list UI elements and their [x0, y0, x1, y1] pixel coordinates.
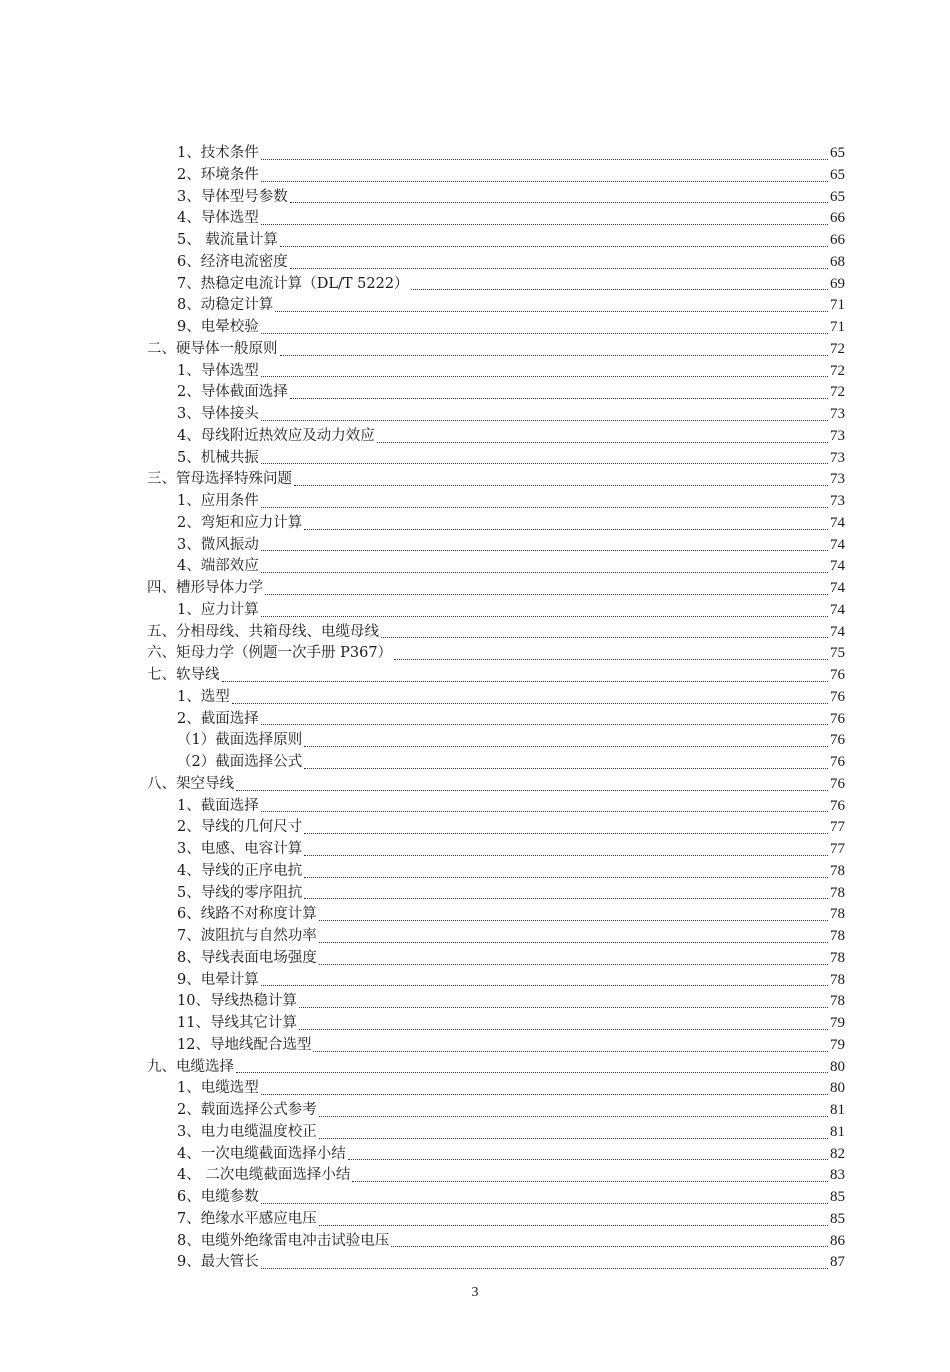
- toc-entry-label: 1、应力计算: [177, 601, 259, 618]
- toc-dot-leader: [319, 919, 828, 921]
- toc-entry-label: 八、架空导线: [147, 775, 234, 792]
- toc-entry-label: 9、最大管长: [177, 1254, 259, 1271]
- toc-entry-page: 76: [830, 688, 845, 705]
- toc-entry[interactable]: [147, 904, 845, 926]
- toc-entry-label: 8、电缆外绝缘雷电冲击试验电压: [177, 1232, 390, 1249]
- toc-entry-label: 1、截面选择: [177, 797, 259, 814]
- toc-entry-label: 3、导体型号参数: [177, 188, 288, 205]
- toc-entry[interactable]: [147, 426, 845, 448]
- toc-entry-page: 69: [830, 275, 845, 292]
- toc-entry[interactable]: [147, 252, 845, 274]
- toc-entry[interactable]: [147, 643, 845, 665]
- toc-entry-page: 76: [830, 797, 845, 814]
- toc-entry[interactable]: [147, 665, 845, 687]
- toc-entry-label: 3、电力电缆温度校正: [177, 1123, 317, 1140]
- toc-entry[interactable]: [147, 317, 845, 339]
- toc-entry[interactable]: [147, 796, 845, 818]
- toc-entry[interactable]: [147, 404, 845, 426]
- toc-entry[interactable]: [147, 361, 845, 383]
- toc-entry-page: 72: [830, 340, 845, 357]
- toc-entry-page: 85: [830, 1210, 845, 1227]
- toc-entry-page: 66: [830, 232, 845, 248]
- toc-entry[interactable]: [147, 1122, 845, 1144]
- toc-entry-page: 78: [830, 928, 845, 944]
- toc-entry-label: 8、导线表面电场强度: [177, 949, 317, 966]
- toc-entry-label: 七、软导线: [147, 667, 220, 683]
- toc-dot-leader: [261, 419, 828, 421]
- toc-entry-label: 5、 载流量计算: [177, 232, 278, 248]
- toc-entry-label: 2、环境条件: [177, 166, 259, 183]
- toc-entry-page: 77: [830, 819, 845, 836]
- toc-entry[interactable]: [147, 861, 845, 883]
- toc-entry-label: 二、硬导体一般原则: [147, 340, 278, 357]
- toc-dot-leader: [275, 310, 828, 312]
- toc-dot-leader: [236, 789, 828, 791]
- toc-dot-leader: [261, 571, 828, 573]
- toc-dot-leader: [261, 984, 828, 986]
- toc-dot-leader: [299, 1006, 828, 1008]
- toc-entry[interactable]: [147, 1231, 845, 1253]
- toc-dot-leader: [261, 462, 828, 464]
- toc-entry[interactable]: [147, 295, 845, 317]
- table-of-contents: [147, 143, 845, 1274]
- toc-entry-page: 71: [830, 297, 845, 314]
- toc-entry-page: 77: [830, 841, 845, 857]
- toc-dot-leader: [377, 441, 828, 443]
- toc-dot-leader: [299, 1028, 828, 1030]
- toc-entry-label: 9、电晕校验: [177, 319, 259, 335]
- toc-entry-page: 80: [830, 1080, 845, 1097]
- toc-dot-leader: [304, 897, 828, 899]
- toc-entry-page: 74: [830, 536, 845, 553]
- toc-entry-page: 76: [830, 710, 845, 727]
- toc-dot-leader: [304, 832, 828, 834]
- toc-entry-label: 1、导体选型: [177, 362, 259, 379]
- toc-entry[interactable]: [147, 1078, 845, 1100]
- toc-entry-label: 四、槽形导体力学: [147, 580, 263, 596]
- toc-entry[interactable]: [147, 143, 845, 165]
- toc-entry[interactable]: [147, 1187, 845, 1209]
- toc-entry[interactable]: [147, 948, 845, 970]
- toc-entry-page: 78: [830, 906, 845, 923]
- toc-entry-label: 7、热稳定电流计算（DL/T 5222）: [177, 275, 409, 292]
- toc-entry[interactable]: [147, 622, 845, 644]
- toc-dot-leader: [280, 354, 829, 356]
- toc-entry-label: 2、弯矩和应力计算: [177, 514, 303, 531]
- toc-entry-page: 85: [830, 1189, 845, 1205]
- toc-entry[interactable]: [147, 274, 845, 296]
- toc-entry-page: 66: [830, 210, 845, 227]
- toc-entry-label: 5、机械共振: [177, 449, 259, 466]
- toc-entry-label: 4、导线的正序电抗: [177, 862, 303, 879]
- toc-dot-leader: [261, 810, 828, 812]
- toc-entry-page: 73: [830, 406, 845, 422]
- toc-entry-label: 2、截面选择: [177, 710, 259, 727]
- toc-entry-page: 74: [830, 623, 845, 640]
- toc-dot-leader: [261, 180, 828, 182]
- toc-entry-page: 72: [830, 362, 845, 379]
- toc-entry-label: （1）截面选择原则: [177, 732, 303, 749]
- toc-entry[interactable]: [147, 752, 845, 774]
- toc-dot-leader: [304, 528, 828, 530]
- toc-dot-leader: [319, 1224, 828, 1226]
- toc-entry[interactable]: [147, 578, 845, 600]
- toc-entry[interactable]: [147, 535, 845, 557]
- toc-entry-label: 九、电缆选择: [147, 1058, 234, 1075]
- toc-entry[interactable]: [147, 687, 845, 709]
- toc-dot-leader: [304, 745, 828, 747]
- toc-entry[interactable]: [147, 1100, 845, 1122]
- toc-entry-page: 79: [830, 1036, 845, 1053]
- toc-entry-page: 86: [830, 1232, 845, 1249]
- toc-entry[interactable]: [147, 1035, 845, 1057]
- toc-dot-leader: [236, 1071, 828, 1073]
- toc-entry-label: 4、导体选型: [177, 210, 259, 227]
- toc-entry[interactable]: [147, 883, 845, 905]
- toc-entry-page: 81: [830, 1123, 845, 1140]
- toc-dot-leader: [394, 658, 828, 660]
- toc-dot-leader: [261, 723, 828, 725]
- toc-entry-label: 10、导线热稳计算: [177, 993, 297, 1010]
- toc-entry-label: 2、载面选择公式参考: [177, 1102, 317, 1118]
- toc-entry-page: 74: [830, 558, 845, 575]
- toc-dot-leader: [319, 1115, 828, 1117]
- toc-entry-page: 74: [830, 601, 845, 618]
- toc-entry-page: 79: [830, 1015, 845, 1031]
- toc-entry-label: （2）截面选择公式: [177, 754, 303, 770]
- toc-dot-leader: [294, 484, 828, 486]
- toc-dot-leader: [290, 397, 828, 399]
- toc-entry-page: 78: [830, 993, 845, 1010]
- toc-entry[interactable]: [147, 600, 845, 622]
- toc-entry-label: 4、母线附近热效应及动力效应: [177, 427, 375, 444]
- toc-entry-label: 6、经济电流密度: [177, 253, 288, 270]
- toc-entry-page: 80: [830, 1058, 845, 1075]
- toc-entry-page: 74: [830, 580, 845, 596]
- toc-dot-leader: [348, 1158, 828, 1160]
- toc-entry-page: 78: [830, 971, 845, 988]
- toc-entry-label: 五、分相母线、共箱母线、电缆母线: [147, 623, 379, 640]
- toc-entry-page: 68: [830, 253, 845, 270]
- toc-entry[interactable]: [147, 991, 845, 1013]
- toc-entry[interactable]: [147, 1209, 845, 1231]
- toc-entry-label: 8、动稳定计算: [177, 297, 274, 314]
- toc-dot-leader: [304, 854, 828, 856]
- toc-entry[interactable]: [147, 1057, 845, 1079]
- toc-dot-leader: [352, 1180, 828, 1182]
- toc-dot-leader: [381, 636, 828, 638]
- toc-entry-label: 2、导线的几何尺寸: [177, 819, 303, 836]
- toc-entry[interactable]: [147, 817, 845, 839]
- toc-dot-leader: [261, 332, 828, 334]
- toc-entry[interactable]: [147, 926, 845, 948]
- toc-entry[interactable]: [147, 970, 845, 992]
- toc-entry[interactable]: [147, 208, 845, 230]
- toc-entry-label: 1、技术条件: [177, 145, 259, 161]
- toc-entry-label: 6、线路不对称度计算: [177, 906, 317, 923]
- toc-entry[interactable]: [147, 230, 845, 252]
- toc-entry-page: 73: [830, 427, 845, 444]
- toc-dot-leader: [261, 1202, 828, 1204]
- toc-entry-page: 78: [830, 884, 845, 901]
- toc-entry[interactable]: [147, 382, 845, 404]
- toc-entry-page: 75: [830, 645, 845, 662]
- toc-entry-page: 71: [830, 319, 845, 335]
- toc-entry-page: 65: [830, 188, 845, 205]
- toc-entry[interactable]: [147, 709, 845, 731]
- toc-dot-leader: [232, 702, 828, 704]
- toc-entry[interactable]: [147, 187, 845, 209]
- toc-entry[interactable]: [147, 469, 845, 491]
- toc-dot-leader: [319, 941, 828, 943]
- toc-entry-page: 76: [830, 667, 845, 683]
- page-number: 3: [471, 1285, 479, 1300]
- toc-entry-label: 12、导地线配合选型: [177, 1036, 312, 1053]
- toc-entry[interactable]: [147, 513, 845, 535]
- toc-entry[interactable]: [147, 839, 845, 861]
- toc-dot-leader: [261, 1267, 828, 1269]
- toc-entry-page: 82: [830, 1145, 845, 1162]
- toc-dot-leader: [261, 158, 828, 160]
- toc-entry-page: 78: [830, 862, 845, 879]
- toc-entry[interactable]: [147, 1013, 845, 1035]
- toc-entry-page: 78: [830, 949, 845, 966]
- toc-dot-leader: [261, 1093, 828, 1095]
- toc-entry-page: 65: [830, 166, 845, 183]
- toc-dot-leader: [304, 876, 828, 878]
- toc-entry-page: 65: [830, 145, 845, 161]
- toc-entry-label: 2、导体截面选择: [177, 384, 288, 401]
- toc-entry[interactable]: [147, 339, 845, 361]
- toc-entry-label: 3、导体接头: [177, 406, 259, 422]
- toc-entry-page: 87: [830, 1254, 845, 1271]
- toc-dot-leader: [391, 1245, 828, 1247]
- toc-entry[interactable]: [147, 1165, 845, 1187]
- toc-entry-label: 5、导线的零序阻抗: [177, 884, 303, 901]
- toc-entry-label: 4、 二次电缆截面选择小结: [177, 1167, 351, 1184]
- toc-dot-leader: [261, 615, 828, 617]
- toc-entry[interactable]: [147, 448, 845, 470]
- toc-entry-label: 六、矩母力学（例题一次手册 P367）: [147, 645, 393, 662]
- toc-entry-page: 83: [830, 1167, 845, 1184]
- toc-entry-label: 1、应用条件: [177, 493, 259, 509]
- toc-dot-leader: [261, 223, 828, 225]
- toc-entry-label: 6、电缆参数: [177, 1189, 259, 1205]
- toc-entry-label: 4、端部效应: [177, 558, 259, 575]
- toc-entry-label: 1、电缆选型: [177, 1080, 259, 1097]
- toc-dot-leader: [290, 201, 828, 203]
- toc-dot-leader: [222, 680, 829, 682]
- toc-entry-page: 81: [830, 1102, 845, 1118]
- toc-entry[interactable]: [147, 1144, 845, 1166]
- toc-entry-page: 73: [830, 449, 845, 466]
- toc-entry-page: 76: [830, 775, 845, 792]
- toc-entry-page: 73: [830, 493, 845, 509]
- toc-dot-leader: [319, 963, 828, 965]
- toc-entry-page: 76: [830, 754, 845, 770]
- toc-entry-page: 73: [830, 471, 845, 488]
- toc-dot-leader: [319, 1137, 828, 1139]
- toc-dot-leader: [290, 267, 828, 269]
- toc-entry-label: 3、微风振动: [177, 536, 259, 553]
- toc-entry-label: 1、选型: [177, 688, 230, 705]
- toc-dot-leader: [280, 245, 828, 247]
- toc-entry-label: 4、一次电缆截面选择小结: [177, 1145, 346, 1162]
- toc-entry[interactable]: [147, 491, 845, 513]
- toc-entry-label: 7、绝缘水平感应电压: [177, 1210, 317, 1227]
- toc-dot-leader: [265, 593, 828, 595]
- toc-entry[interactable]: [147, 730, 845, 752]
- toc-entry-label: 3、电感、电容计算: [177, 841, 303, 857]
- toc-entry[interactable]: [147, 1252, 845, 1274]
- toc-entry[interactable]: [147, 774, 845, 796]
- toc-entry-label: 7、波阻抗与自然功率: [177, 928, 317, 944]
- toc-dot-leader: [261, 506, 828, 508]
- toc-dot-leader: [261, 549, 828, 551]
- toc-dot-leader: [411, 288, 828, 290]
- toc-dot-leader: [313, 1050, 828, 1052]
- toc-entry-label: 11、导线其它计算: [177, 1015, 297, 1031]
- toc-dot-leader: [261, 375, 828, 377]
- toc-entry-label: 9、电晕计算: [177, 971, 259, 988]
- toc-entry-label: 三、管母选择特殊问题: [147, 471, 292, 488]
- toc-entry[interactable]: [147, 165, 845, 187]
- toc-entry-page: 74: [830, 514, 845, 531]
- toc-entry-page: 72: [830, 384, 845, 401]
- toc-entry-page: 76: [830, 732, 845, 749]
- toc-dot-leader: [304, 767, 828, 769]
- toc-entry[interactable]: [147, 556, 845, 578]
